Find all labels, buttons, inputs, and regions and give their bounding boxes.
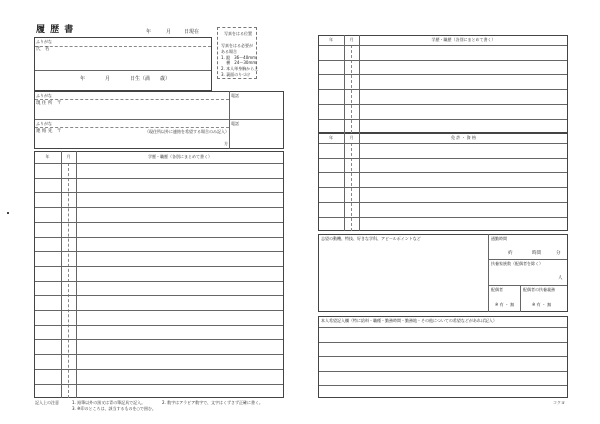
spouse-label: 配偶者 [491, 287, 503, 292]
table-row-line [35, 178, 283, 179]
birth-month-label: 月 [105, 76, 111, 82]
table-row-line [319, 119, 567, 120]
table-row-line [319, 327, 567, 328]
photo-note-line: 1. 縦 36～40mm [221, 55, 257, 60]
name-label: 氏 名 [36, 47, 50, 52]
table-row-line [35, 251, 283, 252]
table-row-line [35, 266, 283, 267]
history-table-left [34, 151, 284, 398]
furigana-label: ふりがな [36, 39, 52, 44]
dependents-label: 扶養家族数（配偶者を除く） [491, 261, 543, 266]
dependents-unit: 人 [558, 276, 563, 281]
date-month-label: 月 [166, 29, 172, 35]
contact-kata-label: 方 [224, 141, 228, 146]
table-row-line [319, 342, 567, 343]
table-row-line [319, 217, 567, 218]
note-1: 1. 鉛筆以外の黒又は青の筆記具で記入。 [72, 400, 146, 405]
table-row-line [319, 202, 567, 203]
license-month-header: 月 [349, 135, 354, 140]
date-year-label: 年 [146, 29, 152, 35]
contact-note: （現住所以外に連絡を希望する場合のみ記入） [145, 129, 229, 134]
table-row-line [35, 310, 283, 311]
table-row-line [319, 385, 567, 386]
note-3: 3. ※印のところは、該当するものを○で囲む。 [72, 406, 156, 411]
table-row-line [35, 192, 283, 193]
photo-frame[interactable] [217, 27, 257, 79]
spouse-duty-value[interactable]: ※ 有 ・ 無 [532, 302, 552, 307]
spouse-duty-label: 配偶者の扶養義務 [523, 287, 555, 292]
furigana-label: ふりがな [36, 93, 52, 98]
contact-address-field[interactable] [62, 128, 226, 146]
history-content-header: 学歴・職歴（各別にまとめて書く） [431, 37, 496, 42]
commute-hours: 時間 [532, 251, 541, 256]
table-row-line [319, 172, 567, 173]
contact-address-label: 連 絡 先 〒 [36, 129, 62, 134]
motivation-label: 志望の動機、特技、好きな学科、アピールポイントなど [321, 236, 421, 241]
photo-note-line: 3. 裏面のりづけ [221, 72, 251, 77]
history-year-header: 年 [45, 154, 50, 159]
birth-year-label: 年 [80, 76, 86, 82]
table-row-line [35, 222, 283, 223]
commute-minutes: 分 [556, 251, 561, 256]
history-content-header: 学歴・職歴（各別にまとめて書く） [148, 154, 212, 159]
history-month-header: 月 [66, 154, 71, 159]
motivation-field[interactable] [320, 244, 486, 310]
date-current-label: 日現在 [184, 29, 200, 35]
table-row-line [319, 356, 567, 357]
table-row-line [319, 187, 567, 188]
photo-note-line: 2. 本人単身胸から上 [221, 66, 259, 71]
table-row-line [35, 281, 283, 282]
license-content-header: 免 許 ・ 資 格 [450, 135, 477, 140]
wishes-label: 本人希望記入欄（特に給料・職種・勤務時間・勤務地・その他についての希望などがあれば記入） [321, 318, 497, 323]
table-row-line [319, 45, 567, 46]
resume-title: 履 歴 書 [36, 25, 75, 35]
notes-title: 記入上の注意 [35, 400, 59, 405]
photo-note-line: ある場合 [221, 49, 237, 54]
phone-label: 電話 [231, 93, 239, 98]
note-2: 2. 数字はアラビア数字で、文字はくずさず正確に書く。 [162, 400, 263, 405]
address-label: 現 住 所 〒 [36, 101, 62, 106]
name-field[interactable] [48, 50, 208, 68]
table-row-line [35, 325, 283, 326]
photo-title: 写真をはる位置 [224, 31, 252, 36]
commute-label: 通勤時間 [491, 236, 507, 241]
table-row-line [319, 60, 567, 61]
address-field[interactable] [62, 100, 226, 118]
table-row-line [35, 295, 283, 296]
photo-note-line: 横 24～30mm [221, 60, 257, 65]
birth-day-age-label: 日生（満 歳） [130, 76, 171, 82]
table-row-line [319, 104, 567, 105]
photo-note-line: 写真をはる必要が [221, 43, 253, 48]
table-row-line [319, 371, 567, 372]
commute-approx: 約 [508, 251, 513, 256]
contact-phone-label: 電話 [231, 121, 239, 126]
table-row-line [319, 143, 567, 144]
table-row-line [35, 207, 283, 208]
table-row-line [319, 74, 567, 75]
table-row-line [35, 384, 283, 385]
table-row-line [35, 354, 283, 355]
punch-mark [7, 212, 9, 214]
table-row-line [35, 339, 283, 340]
table-row-line [319, 158, 567, 159]
history-year-header: 年 [329, 37, 333, 42]
table-row-line [35, 369, 283, 370]
spouse-value[interactable]: ※ 有 ・ 無 [495, 302, 515, 307]
table-row-line [319, 89, 567, 90]
table-row-line [35, 237, 283, 238]
furigana-label: ふりがな [36, 121, 52, 126]
brand-code: コクヨ [553, 400, 565, 405]
table-row-line [35, 163, 283, 164]
license-year-header: 年 [329, 135, 333, 140]
history-month-header: 月 [349, 37, 354, 42]
